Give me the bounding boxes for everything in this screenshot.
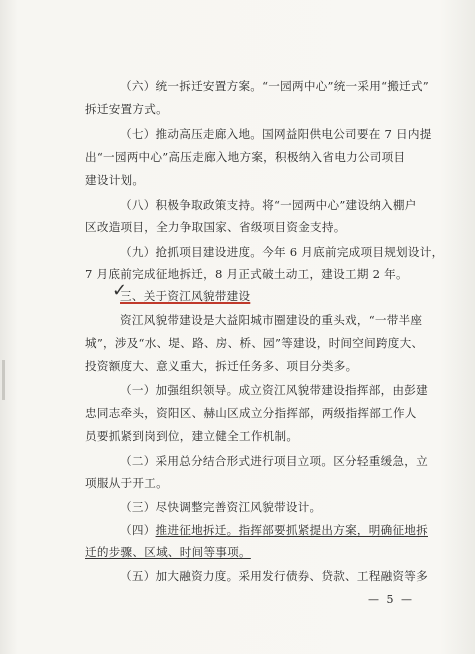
- underlined-phrase: 推进征地拆迁。: [155, 523, 239, 537]
- text-line: 出“一园两中心”高压走廊入地方案，积极纳入省电力公司项目: [85, 150, 406, 164]
- text-line: 7 月底前完成征地拆迁，8 月正式破土动工，建设工期 2 年。: [85, 267, 408, 281]
- text-line: 投资额度大、意义重大，拆迁任务多、项目分类多。: [85, 359, 358, 373]
- section-heading: 三、关于资江风貌带建设: [120, 289, 251, 303]
- text-line: （七）推动高压走廊入地。国网益阳供电公司要在 7 日内提: [120, 127, 432, 141]
- text-line: 迁的步骤、区域、时间等事项。: [85, 545, 251, 559]
- text-line: 项服从于开工。: [85, 476, 168, 490]
- text-line: 建设计划。: [85, 173, 145, 187]
- text-line: （八）积极争取政策支持。将“一园两中心”建设纳入棚户: [120, 198, 417, 212]
- text-line: 资江风貌带建设是大益阳城市圈建设的重头戏，“一带半座: [120, 313, 423, 327]
- text-line: （五）加大融资力度。采用发行债券、贷款、工程融资等多: [120, 569, 428, 583]
- text-line: （九）抢抓项目建设进度。今年 6 月底前完成项目规划设计，: [120, 245, 444, 259]
- paragraph-number: （四）: [120, 523, 156, 537]
- text-line: 忠同志牵头，资阳区、赫山区成立分指挥部，两级指挥部工作人: [85, 406, 417, 420]
- checkmark-annotation: ✓: [112, 280, 128, 301]
- text-line: 区改造项目，全力争取国家、省级项目资金支持。: [85, 220, 346, 234]
- text-line: （二）采用总分结合形式进行项目立项。区分轻重缓急，立: [120, 454, 428, 468]
- text-line: （三）尽快调整完善资江风貌带设计。: [120, 500, 322, 514]
- scan-margin-mark: [2, 360, 5, 400]
- text-line: 员要抓紧到岗到位，建立健全工作机制。: [85, 429, 299, 443]
- text-line-underlined: [120, 523, 428, 537]
- page-number: — 5 —: [368, 593, 414, 606]
- underlined-phrase: 指挥部要抓紧提出方案，明确征地拆: [238, 523, 428, 537]
- text-line: （六）统一拆迁安置方案。“一园两中心”统一采用“搬迁式”: [120, 79, 429, 93]
- text-line: （一）加强组织领导。成立资江风貌带建设指挥部，由彭建: [120, 383, 428, 397]
- text-line: 拆迁安置方式。: [85, 102, 168, 116]
- text-line: 城”，涉及“水、堤、路、房、桥、园”等建设，时间空间跨度大、: [85, 336, 424, 350]
